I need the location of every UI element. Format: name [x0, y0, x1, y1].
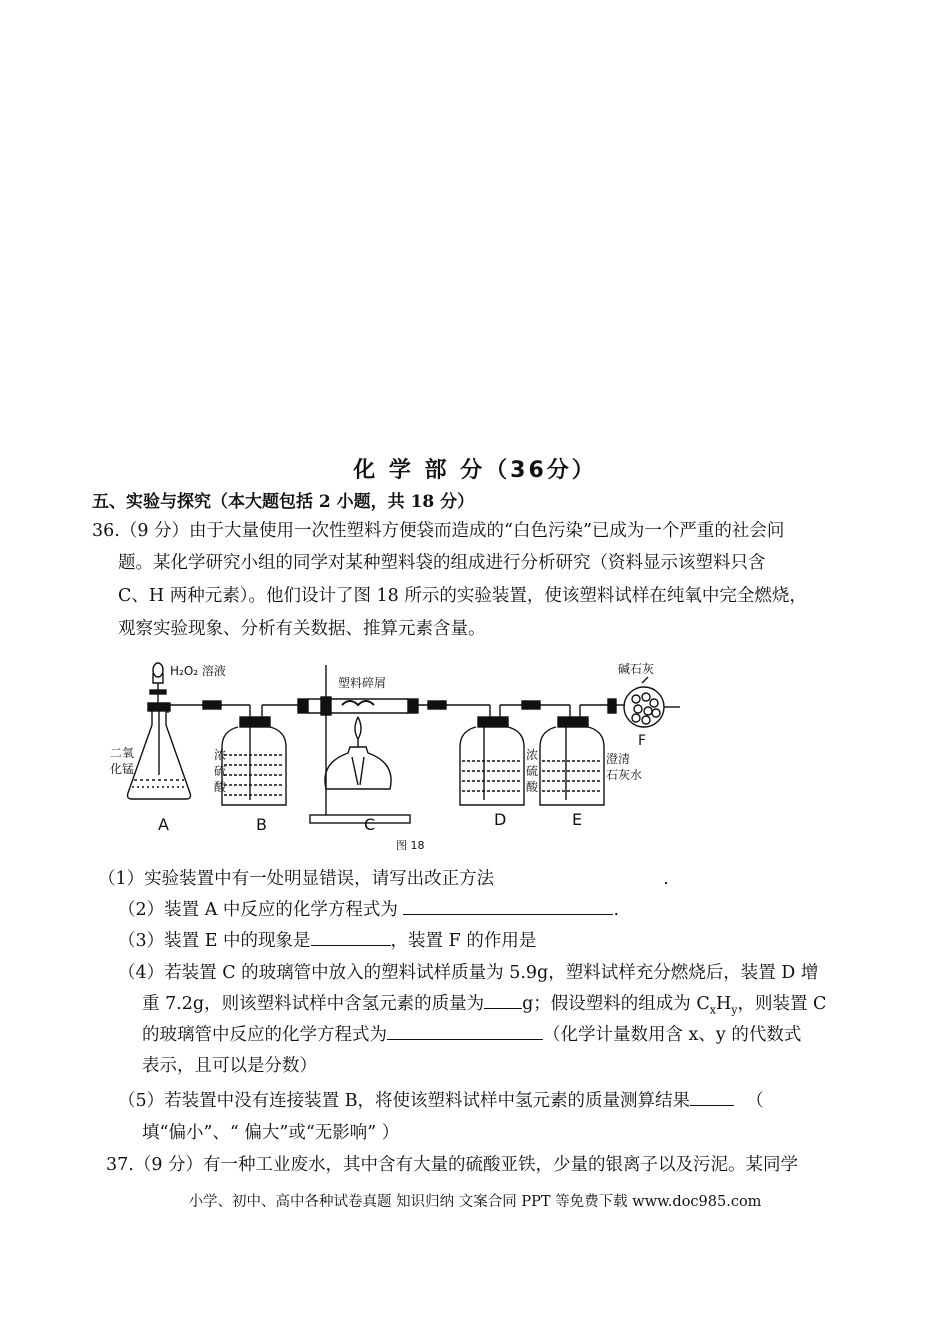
sub4-text-3a: 的玻璃管中反应的化学方程式为 — [142, 1025, 387, 1045]
question-37: 37.（9 分）有一种工业废水，其中含有大量的硫酸亚铁，少量的银离子以及污泥。某同学 — [106, 1155, 799, 1175]
acid-d-1: 浓 — [526, 748, 539, 762]
limewater-2: 石灰水 — [606, 768, 643, 782]
label-d: D — [494, 810, 507, 829]
apparatus-f — [608, 677, 680, 727]
answer-blank-3a[interactable] — [311, 927, 391, 946]
q36-line-3: C、H 两种元素）。他们设计了图 18 所示的实验装置，使该塑料试样在纯氧中完全燃烧， — [118, 586, 807, 606]
sub4-line-2 — [142, 990, 826, 1025]
sub4-text-2a: 重 7.2g，则该塑料试样中含氢元素的质量为 — [142, 994, 485, 1014]
sub1-text: （1）实验装置中有一处明显错误，请写出改正方法 — [98, 869, 495, 889]
mno2-label-2: 化锰 — [110, 762, 135, 776]
label-c: C — [364, 815, 376, 834]
plastic-label: 塑料碎屑 — [338, 676, 387, 690]
sub4-line-4: 表示，且可以是分数） — [142, 1056, 317, 1076]
apparatus-c — [298, 665, 490, 823]
sub-question-3 — [118, 927, 536, 955]
apparatus-d — [460, 705, 570, 805]
apparatus-a — [128, 663, 206, 799]
label-f: F — [638, 733, 647, 749]
q36-line-4: 观察实验现象、分析有关数据、推算元素含量。 — [118, 619, 486, 639]
acid-b-3: 酸 — [214, 780, 227, 794]
answer-blank-5[interactable] — [690, 1087, 734, 1106]
answer-blank-2[interactable] — [403, 896, 613, 915]
sub5-text-1b: （ — [746, 1091, 764, 1111]
symbol-h: H — [715, 994, 732, 1014]
sub3-text-b: ，装置 F 的作用是 — [390, 931, 537, 951]
sub4-text-2c: ，则装置 C — [737, 994, 827, 1014]
sub4-line-1: （4）若装置 C 的玻璃管中放入的塑料试样质量为 5.9g，塑料试样充分燃烧后，装置 D 增 — [118, 963, 819, 983]
sub5-line-2: 填“偏小”、“ 偏大”或“无影响” ） — [142, 1123, 400, 1143]
acid-b-2: 硫 — [214, 764, 227, 778]
sub2-text: （2）装置 A 中反应的化学方程式为 — [118, 900, 398, 920]
sub2-end: . — [613, 900, 620, 920]
apparatus-b — [222, 705, 300, 805]
soda-lime-label: 碱石灰 — [618, 662, 655, 676]
apparatus-e — [540, 705, 608, 805]
label-e: E — [572, 810, 583, 829]
answer-blank-4b[interactable] — [387, 1021, 543, 1040]
page-title: 化 学 部 分（36分） — [353, 458, 597, 483]
page-footer: 小学、初中、高中各种试卷真题 知识归纳 文案合同 PPT 等免费下载 www.doc985.com — [188, 1194, 762, 1210]
limewater-1: 澄清 — [606, 752, 631, 766]
sub-question-1 — [98, 865, 669, 893]
h2o2-label: H₂O₂ 溶液 — [170, 664, 226, 678]
sub4-text-3b: （化学计量数用含 x、y 的代数式 — [543, 1025, 802, 1045]
sub5-text-1a: （5）若装置中没有连接装置 B，将使该塑料试样中氢元素的质量测算结果 — [118, 1091, 691, 1111]
label-b: B — [256, 815, 267, 834]
sub3-text-a: （3）装置 E 中的现象是 — [118, 931, 311, 951]
sub4-line-3 — [142, 1021, 801, 1049]
answer-blank-4a[interactable] — [484, 990, 522, 1009]
label-a: A — [158, 815, 169, 834]
acid-b-1: 浓 — [214, 748, 227, 762]
figure-caption: 图 18 — [396, 839, 425, 852]
sub4-text-2b: g；假设塑料的组成为 C — [522, 994, 710, 1014]
acid-d-3: 酸 — [526, 780, 539, 794]
q36-line-2: 题。某化学研究小组的同学对某种塑料袋的组成进行分析研究（资料显示该塑料只含 — [118, 553, 766, 573]
sub5-line-1 — [118, 1087, 764, 1115]
subscript-y: y — [731, 1003, 738, 1017]
sub1-end: . — [663, 869, 669, 889]
q36-line-1: 36.（9 分）由于大量使用一次性塑料方便袋而造成的“白色污染”已成为一个严重的社会问 — [92, 521, 785, 541]
section-heading: 五、实验与探究（本大题包括 2 小题，共 18 分） — [92, 492, 475, 512]
mno2-label-1: 二氧 — [110, 746, 135, 760]
subscript-x: x — [709, 1003, 716, 1017]
apparatus-diagram — [110, 655, 710, 855]
acid-d-2: 硫 — [526, 764, 539, 778]
sub-question-2 — [118, 896, 619, 924]
